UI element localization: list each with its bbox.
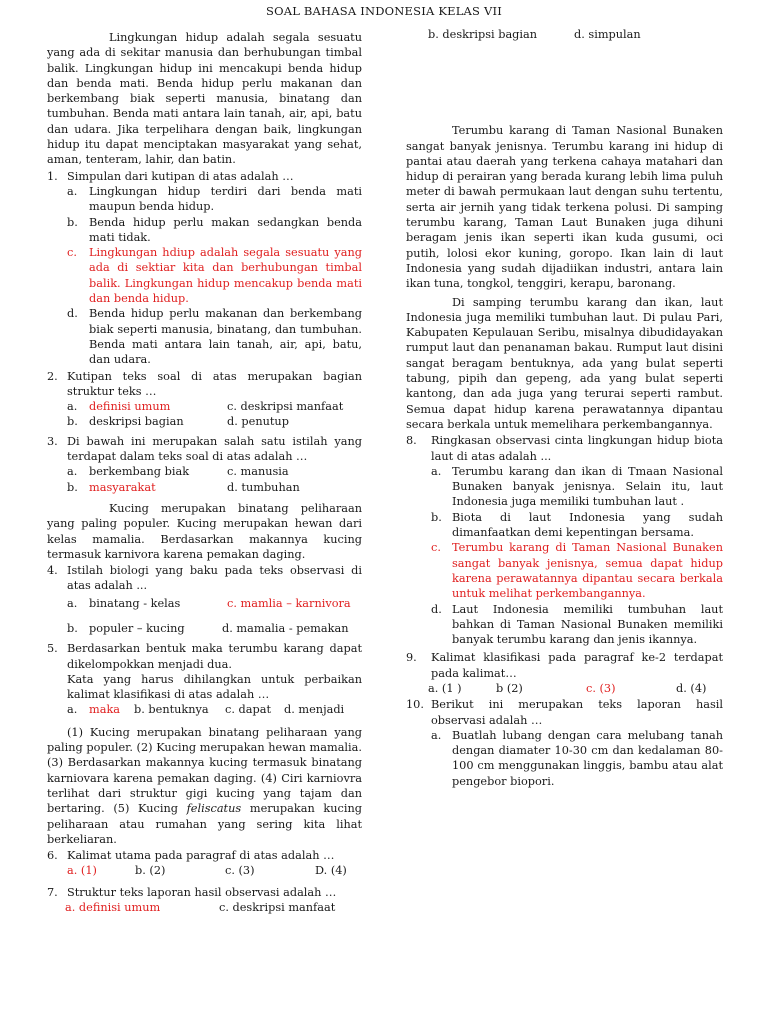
q6-option-d: D. (4) [315,864,347,878]
question-text: Di bawah ini merupakan salah satu istilah yang terdapat dalam teks soal di atas adalah … [67,434,362,464]
q5-option-b: b. bentuknya [134,703,209,717]
right-column [406,30,723,789]
question-7: 7. Struktur teks laporan hasil observasi adalah … [47,885,337,899]
q9-options-row [406,681,723,696]
cat-passage: Kucing merupakan binatang peliharaan yang paling populer. Kucing merupakan hewan dari kelas mamalia. Berdasarkan makannya kucing termasuk karnivora karena pemakan daging. [47,501,362,561]
q6-options-row [47,863,362,878]
question-text: Kalimat klasifikasi pada paragraf ke-2 terdapat pada kalimat… [431,651,723,680]
coral-passage-1: Terumbu karang di Taman Nasional Bunaken sangat banyak jenisnya. Terumbu karang ini hidup di pantai atau daerah yang terkena cahaya matahari dan hidup di perairan yang berada kurang lebih lima puluh meter di bawah permukaan laut dengan suhu tertentu, serta air jernih yang tidak terkena polusi. Di samping terumbu karang, Taman Laut Bunaken juga dihuni beragam jenis ikan seperti ikan kuda gusumi, oci putih, lolosi ekor kuning, goropo. Ikan lain di laut Indonesia yang sudah dijadiikan industri, antara lain ikan tuna, tongkol, tenggiri, kerapu, baronang. [406,124,723,291]
question-10: 10. Berikut ini merupakan teks laporan hasil observasi adalah … [406,698,723,727]
q6-option-b: b. (2) [135,864,166,878]
q2-options-row-1: a. definisi umum c. deskripsi manfaat [67,400,344,414]
q1-option-c-answer: c. Lingkungan hdiup adalah segala sesuatu yang ada di sektiar kita dan berhubungan timbal balik. Lingkungan hidup mencakup benda mati dan benda hidup. [67,246,362,306]
question-6: 6. Kalimat utama pada paragraf di atas adalah … [47,849,335,863]
q7-options-row-2 [406,27,723,42]
q1-option-a: a. Lingkungan hidup terdiri dari benda mati maupun benda hidup. [67,184,362,214]
q9-option-a: a. (1 ) [428,681,462,695]
q3-option-c: c. manusia [227,465,289,479]
question-text: Kalimat utama pada paragraf di atas adalah … [67,849,335,863]
q6-option-a-answer: a. (1) [67,864,97,878]
q10-option-a: a. Buatlah lubang dengan cara melubang tanah dengan diamater 10-30 cm dan kedalaman 80-100 cm menggunakan linggis, bambu atau alat pengebor biopori. [431,728,723,788]
q2-option-d: d. penutup [227,415,289,429]
q9-option-b: b (2) [496,681,523,695]
q4-option-c-answer: c. mamlia – karnivora [227,596,351,610]
page-title: SOAL BAHASA INDONESIA KELAS VII [266,4,502,18]
q5-options-row: a. maka b. bentuknya c. dapat d. menjadi [67,703,345,717]
q2-options-row-2: b. deskripsi bagian d. penutup [67,415,289,429]
question-text: Simpulan dari kutipan di atas adalah … [67,169,294,183]
q2-option-b: deskripsi bagian [89,415,184,429]
q8-option-a: a. Terumbu karang dan ikan di Tmaan Nasional Bunaken banyak jenisnya. Selain itu, laut Indonesia juga memiliki tumbuhan laut . [431,464,723,509]
q2-option-a-answer: definisi umum [89,400,171,414]
question-8: 8. Ringkasan observasi cinta lingkungan hidup biota laut di atas adalah ... [406,434,723,463]
q5-option-a-answer: maka [89,703,121,717]
question-text: Ringkasan observasi cinta lingkungan hidup biota laut di atas adalah ... [431,434,723,463]
coral-passage-2: Di samping terumbu karang dan ikan, laut Indonesia juga memiliki tumbuhan laut. Di pulau Pari, Kabupaten Kepulauan Seribu, misalnya dibudidayakan rumput laut dan penanaman bakau. Rumput laut disini sangat beragam bentuknya, ada yang bulat seperti tabung, pipih dan gepeng, ada yang bulat seperti kantong, dan ada juga yang terurai seperti rambut. Semua dapat hidup karena perawatannya dipantau secara berkala untuk memelihara perkembangannya. [406,295,723,431]
q7-option-c: c. deskripsi manfaat [219,901,336,915]
q4-options-row-2: b. populer – kucing d. mamalia - pemakan [67,621,349,635]
question-5: 5. Berdasarkan bentuk maka terumbu karang dapat dikelompokkan menjadi dua. [47,642,362,671]
q7-option-a-answer: a. definisi umum [65,901,161,915]
q4-option-a: binatang - kelas [89,596,181,610]
q2-option-c: c. deskripsi manfaat [227,400,344,414]
q7-options-row-1 [47,900,362,915]
question-text: Kutipan teks soal di atas merupakan bagian struktur teks … [67,369,362,398]
q8-option-c-answer: c. Terumbu karang di Taman Nasional Bunaken sangat banyak jenisnya, semua dapat hidup karena perawatannya dipantau secara berkala untuk melihat perkembangannya. [431,541,723,601]
q1-option-b: b. Benda hidup perlu makan sedangkan benda mati tidak. [67,215,362,244]
q6-option-c: c. (3) [225,864,255,878]
q8-option-d: d. Laut Indonesia memiliki tumbuhan laut bahkan di Taman Nasional Bunaken memiliki banyak terumbu karang dan jenis ikannya. [431,602,723,647]
q4-options-row-1: a. binatang - kelas c. mamlia – karnivora [67,596,351,610]
q7-option-d: d. simpulan [574,28,641,41]
q1-option-d: d. Benda hidup perlu makanan dan berkembang biak seperti manusia, binatang, dan tumbuhan. Benda mati antara lain tanah, air, api, batu, dan udara. [67,307,362,367]
question-2: 2. Kutipan teks soal di atas merupakan bagian struktur teks … [47,369,362,398]
q4-option-d: d. mamalia - pemakan [222,621,349,635]
question-9: 9. Kalimat klasifikasi pada paragraf ke-2 terdapat pada kalimat… [406,651,723,680]
question-3: 3. Di bawah ini merupakan salah satu istilah yang terdapat dalam teks soal di atas adalah … [47,434,362,464]
q7-option-b: b. deskripsi bagian [428,28,538,41]
question-text: Istilah biologi yang baku pada teks observasi di atas adalah ... [67,564,362,593]
question-4: 4. Istilah biologi yang baku pada teks observasi di atas adalah ... [47,564,362,593]
q9-option-c-answer: c. (3) [586,681,616,695]
question-1: 1. Simpulan dari kutipan di atas adalah … [47,169,294,183]
q5-option-d: d. menjadi [284,703,345,717]
q3-option-b-answer: masyarakat [89,480,156,494]
q3-options-row-1: a. berkembang biak c. manusia [67,465,289,479]
cat-numbered-passage: (1) Kucing merupakan binatang peliharaan yang paling populer. (2) Kucing merupakan hewan mamalia. (3) Berdasarkan makannya kucing termasuk binatang karniovara karena pemakan daging. (4) Ciri karniovra terlihat dari struktur gigi kucing yang tajam dan bertaring. (5) Kucing feliscatus merupakan kucing peliharaan atau rumahan yang sering kita lihat berkeliaran. [47,725,362,846]
left-column [47,30,362,915]
question-text: Struktur teks laporan hasil observasi adalah … [67,885,337,899]
q5-option-c: c. dapat [225,703,271,717]
q9-option-d: d. (4) [676,681,707,695]
intro-passage: Lingkungan hidup adalah segala sesuatu yang ada di sekitar manusia dan berhubungan timbal balik. Lingkungan hidup ini mencakupi benda hidup dan benda mati. Benda hidup perlu makanan dan berkembang biak seperti manusia, binatang dan tumbuhan. Benda mati antara lain tanah, air, api, batu dan udara. Jika terpelihara dengan baik, lingkungan hidup itu dapat menciptakan masyarakat yang sehat, aman, tenteram, lahir, dan batin. [47,31,362,167]
q3-option-a: berkembang biak [89,465,190,479]
question-5-instruction: Kata yang harus dihilangkan untuk perbaikan kalimat klasifikasi di atas adalah … [67,672,362,702]
q3-option-d: d. tumbuhan [227,480,300,494]
q3-options-row-2: b. masyarakat d. tumbuhan [67,480,300,494]
q4-option-b: populer – kucing [89,621,185,635]
question-text: Berikut ini merupakan teks laporan hasil observasi adalah … [431,698,723,727]
question-text: Berdasarkan bentuk maka terumbu karang dapat dikelompokkan menjadi dua. [67,642,362,671]
q8-option-b: b. Biota di laut Indonesia yang sudah dimanfaatkan demi kepentingan bersama. [431,510,723,540]
